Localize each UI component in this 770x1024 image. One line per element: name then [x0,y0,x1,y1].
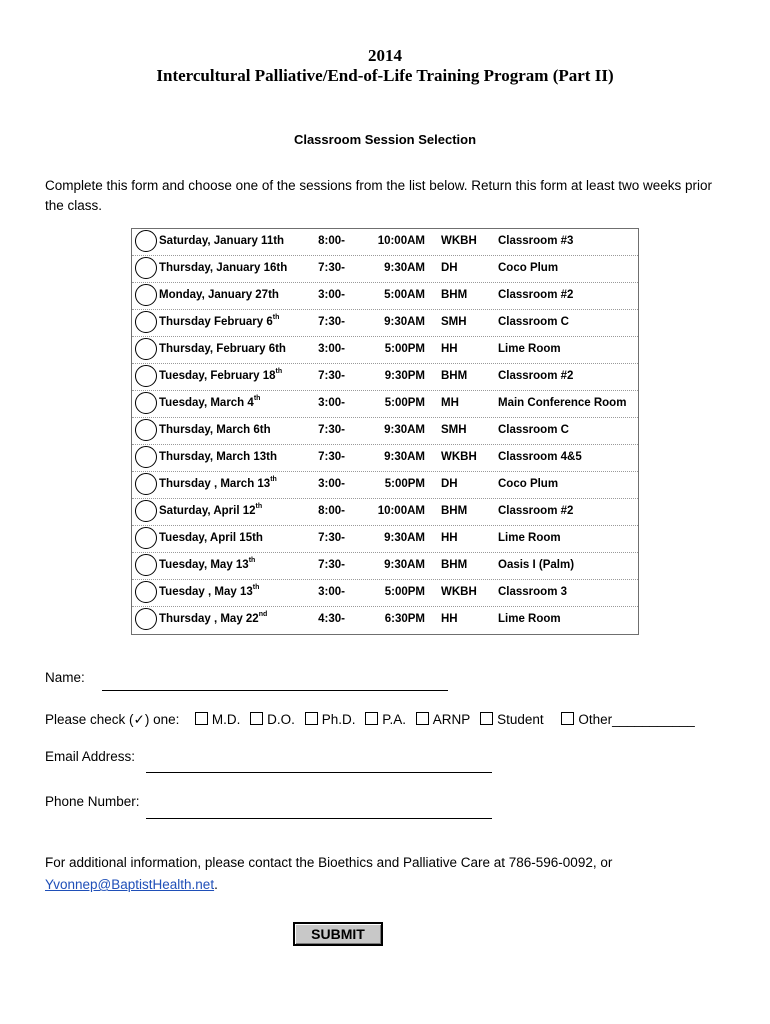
session-start-time: 3:00- [318,397,345,409]
session-room: Oasis I (Palm) [498,559,575,571]
option-other[interactable]: Other___________ [561,712,694,727]
email-label: Email Address: [45,749,136,764]
session-start-time: 7:30- [318,532,345,544]
session-end-time: 9:30AM [384,424,425,436]
credential-checkboxes [45,712,701,728]
contact-text: For additional information, please contact the Bioethics and Palliative Care at 786-596-0092, or [45,855,613,870]
session-list [131,228,639,635]
session-location: DH [441,262,458,274]
radio-button[interactable] [135,527,157,549]
session-row [132,472,638,499]
session-end-time: 9:30AM [384,262,425,274]
session-start-time: 7:30- [318,370,345,382]
session-location: BHM [441,505,468,517]
session-location: DH [441,478,458,490]
session-row [132,580,638,607]
session-row [132,310,638,337]
session-room: Coco Plum [498,478,559,490]
session-location: SMH [441,424,467,436]
checkbox-icon[interactable] [365,712,378,725]
session-start-time: 3:00- [318,478,345,490]
session-start-time: 3:00- [318,586,345,598]
session-location: HH [441,532,458,544]
session-room: Lime Room [498,613,561,625]
session-row [132,391,638,418]
session-start-time: 8:00- [318,235,345,247]
session-start-time: 7:30- [318,316,345,328]
session-location: SMH [441,316,467,328]
session-room: Classroom C [498,424,569,436]
session-room: Classroom #2 [498,289,574,301]
session-row [132,283,638,310]
session-date: Tuesday, February 18th [159,368,283,382]
session-location: BHM [441,559,468,571]
session-date: Monday, January 27th [159,289,279,301]
radio-button[interactable] [135,500,157,522]
option-arnp[interactable]: ARNP [416,712,471,727]
session-date: Thursday February 6th [159,314,280,328]
radio-button[interactable] [135,257,157,279]
date-suffix: th [252,584,260,592]
radio-button[interactable] [135,338,157,360]
session-row [132,499,638,526]
session-end-time: 5:00PM [384,478,425,490]
phone-field[interactable] [146,800,492,819]
session-start-time: 7:30- [318,451,345,463]
session-row [132,553,638,580]
session-location: BHM [441,289,468,301]
session-end-time: 10:00AM [377,505,425,517]
session-start-time: 3:00- [318,289,345,301]
session-end-time: 9:30AM [384,559,425,571]
date-suffix: th [270,476,277,484]
session-end-time: 5:00AM [384,289,425,301]
radio-button[interactable] [135,230,157,252]
session-date: Tuesday, April 15th [159,532,263,544]
session-room: Main Conference Room [498,397,627,409]
session-row [132,256,638,283]
checkbox-icon[interactable] [416,712,429,725]
session-date: Thursday, March 6th [159,424,271,436]
radio-button[interactable] [135,446,157,468]
date-suffix: th [248,557,256,565]
date-suffix: th [255,503,263,511]
session-start-time: 7:30- [318,424,345,436]
session-row [132,526,638,553]
session-end-time: 9:30AM [384,532,425,544]
session-end-time: 9:30PM [384,370,425,382]
session-end-time: 6:30PM [384,613,425,625]
name-label: Name: [45,670,85,685]
check-prompt: Please check (✓) one: [45,712,180,727]
contact-info: For additional information, please contact the Bioethics and Palliative Care at 786-596-0092, or Yvonnep@BaptistHealth.net. [45,855,613,892]
session-end-time: 9:30AM [384,451,425,463]
submit-button[interactable]: SUBMIT [293,922,383,946]
date-suffix: nd [258,611,268,619]
session-location: WKBH [441,586,477,598]
radio-button[interactable] [135,392,157,414]
session-date: Saturday, April 12th [159,503,263,517]
session-room: Classroom 3 [498,586,568,598]
checkbox-icon[interactable] [250,712,263,725]
radio-button[interactable] [135,284,157,306]
session-end-time: 5:00PM [384,586,425,598]
date-suffix: th [272,314,280,322]
email-field[interactable] [146,754,492,773]
session-row [132,418,638,445]
session-row [132,364,638,391]
checkbox-icon[interactable] [305,712,318,725]
checkbox-icon[interactable] [195,712,208,725]
session-row [132,607,638,634]
session-date: Thursday , May 22nd [159,611,268,625]
date-suffix: th [253,395,261,403]
session-row [132,337,638,364]
radio-button[interactable] [135,554,157,576]
form-year: 2014 [368,46,402,65]
session-location: MH [441,397,459,409]
session-date: Thursday, February 6th [159,343,286,355]
form-title: Intercultural Palliative/End-of-Life Training Program (Part II) [156,66,614,85]
session-location: WKBH [441,235,477,247]
session-date: Thursday, March 13th [159,451,278,463]
name-field[interactable] [102,672,448,691]
session-location: BHM [441,370,468,382]
session-row [132,445,638,472]
option-md[interactable]: M.D. [195,712,241,727]
session-end-time: 5:00PM [384,397,425,409]
session-date: Thursday , March 13th [159,476,277,490]
session-start-time: 7:30- [318,262,345,274]
session-room: Classroom #2 [498,505,574,517]
session-location: HH [441,343,458,355]
session-start-time: 8:00- [318,505,345,517]
session-room: Lime Room [498,343,561,355]
radio-button[interactable] [135,365,157,387]
section-subtitle: Classroom Session Selection [293,132,477,147]
session-end-time: 10:00AM [377,235,425,247]
option-phd[interactable]: Ph.D. [305,712,356,727]
session-location: WKBH [441,451,477,463]
radio-button[interactable] [135,473,157,495]
radio-button[interactable] [135,311,157,333]
date-suffix: th [275,368,283,376]
option-do[interactable]: D.O. [250,712,295,727]
session-location: HH [441,613,458,625]
session-date: Saturday, January 11th [159,235,285,247]
session-row [132,229,638,256]
radio-button[interactable] [135,581,157,603]
option-student[interactable]: Student [480,712,544,727]
session-date: Tuesday, March 4th [159,395,261,409]
session-room: Coco Plum [498,262,559,274]
option-pa[interactable]: P.A. [365,712,406,727]
phone-label: Phone Number: [45,794,140,809]
contact-email-link[interactable]: Yvonnep@BaptistHealth.net [45,877,215,892]
radio-button[interactable] [135,608,157,630]
session-start-time: 3:00- [318,343,345,355]
session-end-time: 5:00PM [384,343,425,355]
checkbox-icon[interactable] [561,712,574,725]
session-start-time: 4:30- [318,613,345,625]
session-room: Classroom #3 [498,235,574,247]
radio-button[interactable] [135,419,157,441]
session-room: Classroom 4&5 [498,451,582,463]
session-room: Classroom #2 [498,370,574,382]
instructions-text: Complete this form and choose one of the sessions from the list below. Return this form at least two weeks prior the class. [45,178,713,213]
session-end-time: 9:30AM [384,316,425,328]
session-date: Tuesday , May 13th [159,584,260,598]
session-date: Thursday, January 16th [159,262,288,274]
session-room: Classroom C [498,316,569,328]
session-date: Tuesday, May 13th [159,557,256,571]
checkbox-icon[interactable] [480,712,493,725]
session-start-time: 7:30- [318,559,345,571]
session-room: Lime Room [498,532,561,544]
